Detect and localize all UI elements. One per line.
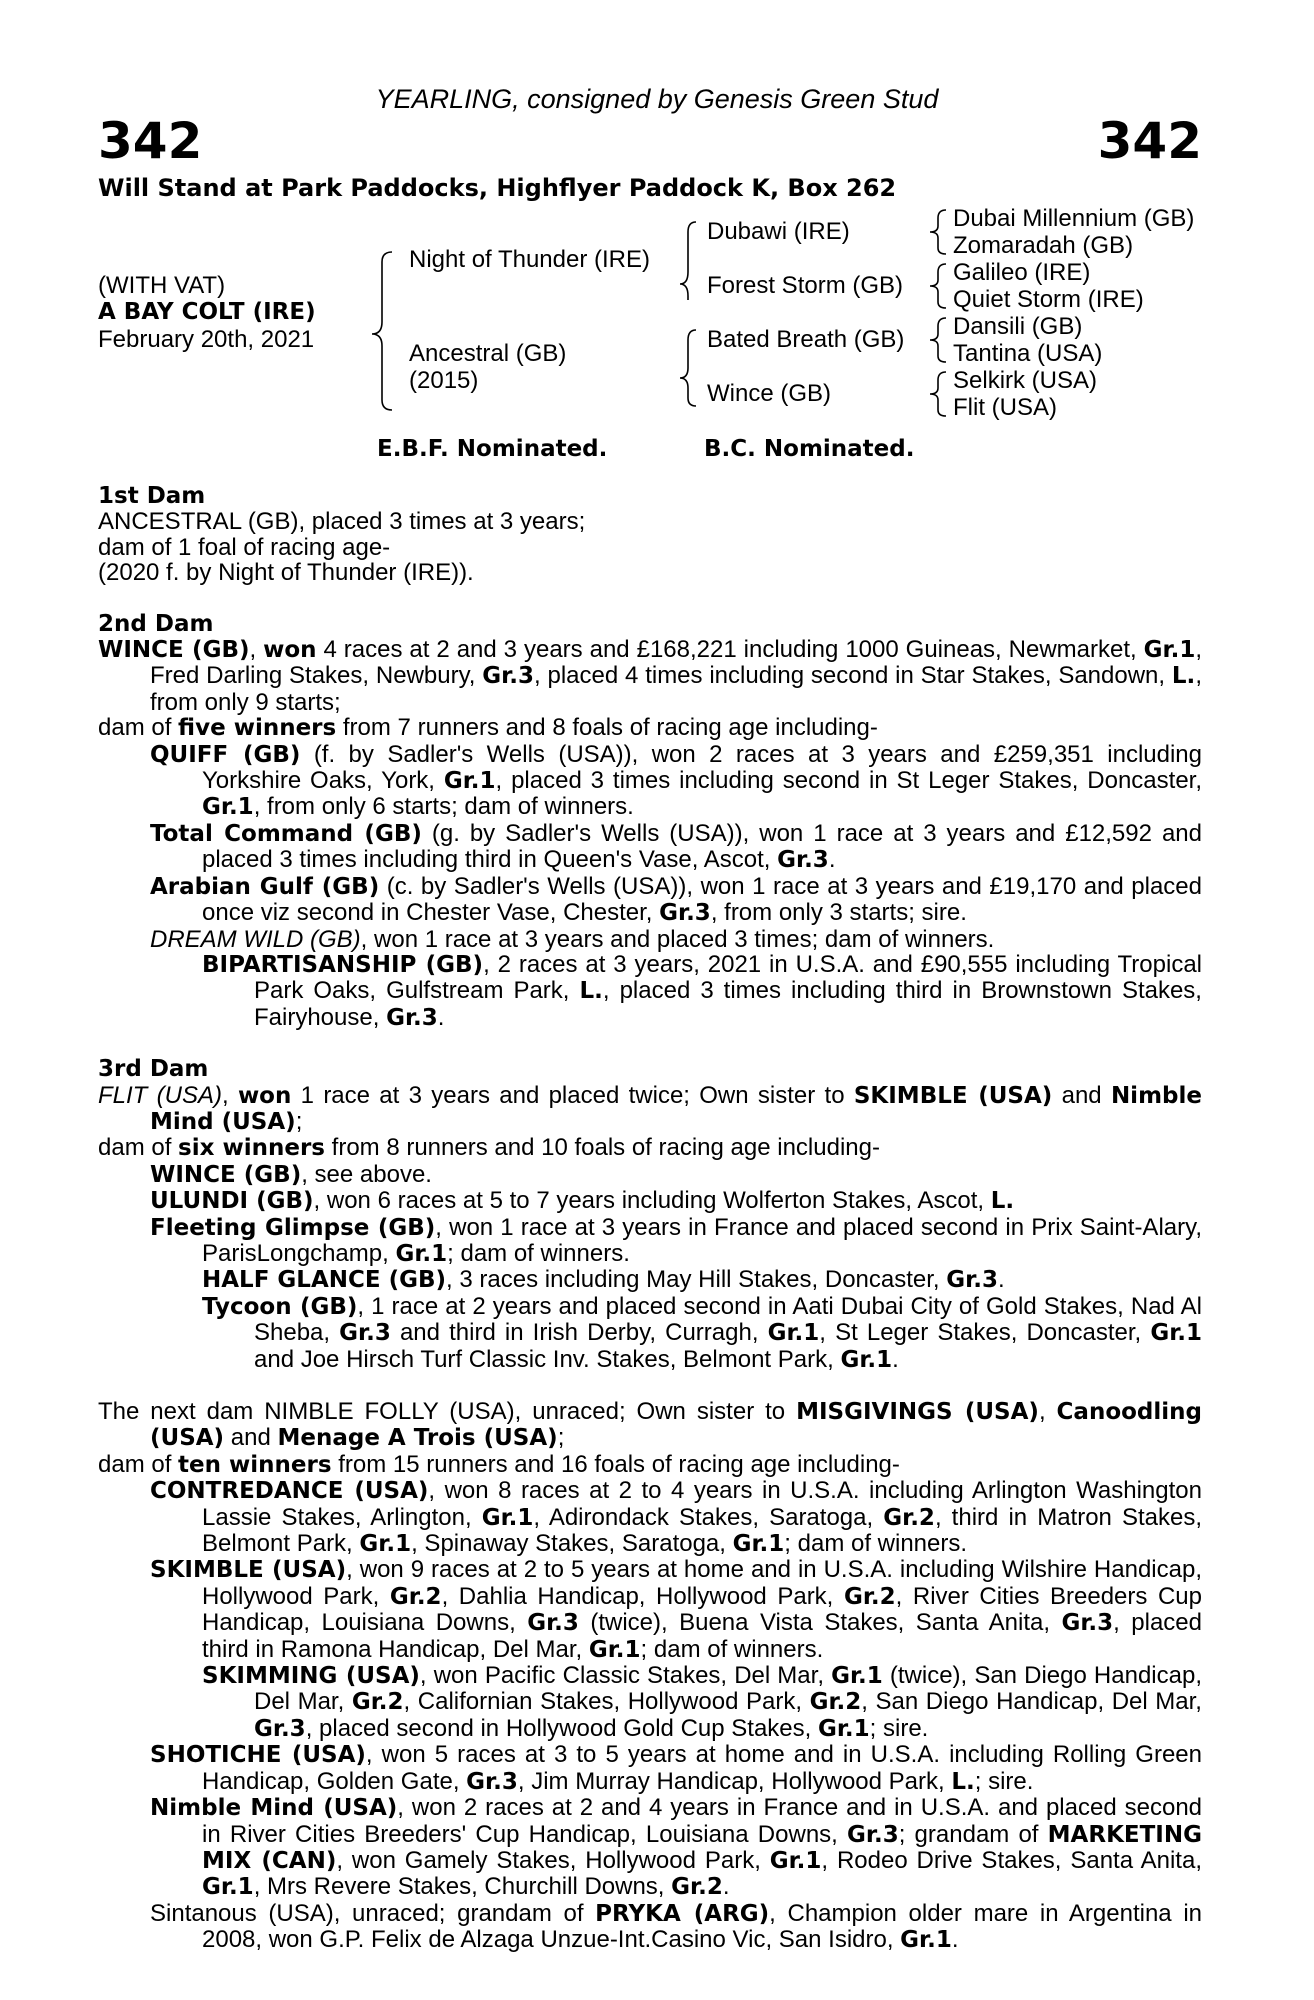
text-run: .: [997, 1266, 1005, 1294]
pedigree-entry: [98, 1901, 1202, 1954]
foaling-date: February 20th, 2021: [98, 326, 315, 353]
text-run: (f. by Sadler's Wells (USA)), won 2 races at 3 years and £259,351 including Yorkshire Oaks, York,: [202, 740, 1203, 795]
pedigree-entry: [98, 821, 1202, 874]
italic-text-run: DREAM WILD (GB): [150, 925, 361, 953]
bold-text-run: L.: [579, 978, 603, 1005]
bold-text-run: Gr.1: [1143, 637, 1196, 664]
text-run: , won 1 race at 3 years in France and placed second in Prix Saint-Alary, ParisLongchamp,: [202, 1213, 1203, 1267]
bold-text-run: Gr.3: [386, 1004, 438, 1031]
text-run: , Fred Darling Stakes, Newbury,: [150, 636, 1203, 690]
bold-text-run: won: [237, 1082, 292, 1109]
text-run: , Dahlia Handicap, Hollywood Park,: [441, 1582, 844, 1610]
text-run: , River Cities Breeders Cup Handicap, Louisiana Downs,: [202, 1582, 1202, 1637]
pedigree-entry: [98, 1135, 1202, 1161]
bold-text-run: WINCE (GB): [98, 637, 250, 664]
text-run: ; dam of winners.: [784, 1530, 968, 1558]
bold-text-run: Gr.1: [840, 1346, 893, 1373]
bold-text-run: BIPARTISANSHIP (GB): [202, 951, 484, 978]
bold-text-run: SKIMBLE (USA): [853, 1082, 1053, 1109]
text-run: (twice), Buena Vista Stakes, Santa Anita,: [578, 1609, 1062, 1637]
italic-text-run: FLIT (USA): [98, 1081, 222, 1109]
pedigree-entry: [98, 535, 1202, 560]
bold-text-run: Fleeting Glimpse (GB): [150, 1214, 436, 1241]
bold-text-run: Gr.3: [466, 1768, 518, 1795]
ancestor-3: Galileo (IRE): [953, 259, 1091, 286]
pedigree-entry: [98, 1188, 1202, 1214]
bold-text-run: Gr.3: [339, 1320, 391, 1347]
bold-text-run: Gr.3: [659, 900, 711, 927]
pedigree-entry: [98, 742, 1202, 821]
bold-text-run: L.: [990, 1188, 1015, 1215]
pedigree-entry: [98, 1452, 1202, 1478]
text-run: , San Diego Handicap, Del Mar,: [861, 1688, 1202, 1716]
bold-text-run: five winners: [178, 715, 337, 742]
bold-text-run: CONTREDANCE (USA): [150, 1478, 429, 1505]
dam-sire: Bated Breath (GB): [707, 326, 905, 353]
vat-label: (WITH VAT): [98, 272, 226, 299]
text-run: from 7 runners and 8 foals of racing age including-: [336, 714, 878, 742]
bold-text-run: QUIFF (GB): [150, 741, 301, 768]
text-run: , won 2 races at 2 and 4 years in France and in U.S.A. and placed second in River Cities Breeders' Cup Handicap, Louisiana Downs,: [202, 1794, 1203, 1848]
text-run: dam of: [98, 714, 179, 742]
text-run: .: [722, 1873, 730, 1901]
bc-nomination: B.C. Nominated.: [704, 436, 915, 462]
bold-text-run: Nimble Mind (USA): [150, 1795, 398, 1822]
bold-text-run: Gr.3: [777, 847, 829, 874]
pedigree-entry: [98, 1215, 1202, 1268]
section-heading: 1st Dam: [98, 483, 206, 509]
bold-text-run: Gr.2: [351, 1689, 404, 1716]
pedigree-entry: [98, 637, 1202, 715]
bold-text-run: Gr.1: [202, 794, 254, 821]
text-run: , 3 races including May Hill Stakes, Doncaster,: [446, 1266, 947, 1294]
bold-text-run: Gr.1: [900, 1927, 952, 1954]
pedigree-entry: [98, 1478, 1202, 1557]
bold-text-run: MARKETING MIX (CAN): [202, 1821, 1202, 1874]
bold-text-run: ULUNDI (GB): [150, 1188, 314, 1215]
section-gap: [98, 1031, 1202, 1057]
bold-text-run: Gr.1: [395, 1240, 448, 1267]
bold-text-run: Gr.1: [359, 1531, 412, 1558]
lot-number-left: 342: [98, 112, 203, 170]
text-run: , won 5 races at 3 to 5 years at home and in U.S.A. including Rolling Green Handicap, Golden Gate,: [202, 1741, 1202, 1795]
text-run: and third in Irish Derby, Curragh,: [390, 1319, 768, 1347]
bold-text-run: Canoodling (USA): [150, 1399, 1202, 1452]
section-heading: 3rd Dam: [98, 1056, 209, 1083]
bold-text-run: Gr.1: [732, 1531, 785, 1558]
text-run: , 2 races at 3 years, 2021 in U.S.A. and £90,555 including Tropical Park Oaks, Gulfstream Park,: [254, 950, 1202, 1005]
bold-text-run: SKIMBLE (USA): [150, 1557, 347, 1584]
pedigree-entry: [98, 927, 1202, 952]
text-run: from 15 runners and 16 foals of racing age including-: [331, 1450, 900, 1478]
text-run: , Mrs Revere Stakes, Churchill Downs,: [253, 1873, 672, 1901]
text-run: ; sire.: [869, 1714, 929, 1742]
pedigree-entry: [98, 1795, 1202, 1901]
text-run: , placed third in Ramona Handicap, Del Mar,: [202, 1609, 1202, 1663]
text-run: , Jim Murray Handicap, Hollywood Park,: [517, 1767, 952, 1795]
bold-text-run: Gr.2: [883, 1504, 935, 1531]
bold-text-run: Gr.1: [588, 1636, 641, 1663]
bold-text-run: Gr.1: [1150, 1320, 1202, 1347]
pedigree-brackets: [0, 0, 1314, 440]
text-run: (c. by Sadler's Wells (USA)), won 1 race at 3 years and £19,170 and placed once viz second in Chester Vase, Chester,: [202, 872, 1202, 927]
text-run: , Champion older mare in Argentina in 2008, won G.P. Felix de Alzaga Unzue-Int.Casino Vic, San Isidro,: [202, 1899, 1202, 1954]
text-run: , won Gamely Stakes, Hollywood Park,: [336, 1846, 770, 1874]
bold-text-run: WINCE (GB): [150, 1161, 302, 1188]
section-heading: 2nd Dam: [98, 610, 214, 637]
bold-text-run: Gr.3: [254, 1715, 306, 1742]
text-run: 1 race at 3 years and placed twice; Own sister to: [291, 1081, 854, 1109]
text-run: , won 9 races at 2 to 5 years at home and in U.S.A. including Wilshire Handicap, Hollywood Park,: [202, 1556, 1202, 1610]
dam-name: Ancestral (GB): [409, 340, 567, 367]
bold-text-run: SKIMMING (USA): [202, 1663, 420, 1690]
text-run: , from only 9 starts;: [150, 662, 1202, 716]
text-run: , St Leger Stakes, Doncaster,: [819, 1319, 1151, 1347]
bold-text-run: ten winners: [178, 1451, 332, 1478]
bold-text-run: L.: [951, 1768, 975, 1795]
pedigree-entry: [98, 1663, 1202, 1742]
text-run: The next dam NIMBLE FOLLY (USA), unraced; Own sister to: [98, 1398, 797, 1425]
dam-family-text: [98, 484, 1202, 1954]
text-run: (2020 f. by Night of Thunder (IRE)).: [98, 559, 474, 587]
text-run: , won 6 races at 5 to 7 years including Wolferton Stakes, Ascot,: [313, 1187, 991, 1215]
bold-text-run: Gr.2: [809, 1689, 862, 1716]
pedigree-entry: [98, 1557, 1202, 1663]
text-run: ;: [557, 1424, 565, 1452]
bold-text-run: HALF GLANCE (GB): [202, 1267, 447, 1294]
pedigree-entry: [98, 952, 1202, 1031]
text-run: ; dam of winners.: [447, 1239, 630, 1267]
text-run: (g. by Sadler's Wells (USA)), won 1 race at 3 years and £12,592 and placed 3 times including third in Queen's Vase, Ascot,: [202, 819, 1202, 874]
text-run: dam of: [98, 1134, 179, 1162]
dam-dam: Wince (GB): [707, 380, 832, 407]
text-run: ,: [221, 1081, 238, 1109]
horse-name: A BAY COLT (IRE): [98, 299, 316, 325]
bold-text-run: Gr.1: [443, 768, 496, 795]
bold-text-run: Gr.2: [389, 1583, 442, 1610]
text-run: .: [828, 846, 836, 874]
text-run: .: [437, 1003, 445, 1031]
text-run: ; grandam of: [898, 1820, 1048, 1848]
text-run: and: [1052, 1081, 1111, 1109]
text-run: from 8 runners and 10 foals of racing age including-: [324, 1134, 880, 1162]
text-run: , see above.: [301, 1160, 432, 1188]
ancestor-1: Dubai Millennium (GB): [953, 205, 1195, 232]
bold-text-run: Gr.1: [769, 1847, 822, 1874]
text-run: , third in Matron Stakes, Belmont Park,: [202, 1503, 1203, 1558]
text-run: ANCESTRAL (GB), placed 3 times at 3 years;: [98, 508, 586, 536]
pedigree-entry: [98, 1399, 1202, 1452]
bold-text-run: MISGIVINGS (USA): [796, 1399, 1039, 1425]
bold-text-run: Gr.3: [527, 1610, 579, 1637]
text-run: ,: [1038, 1398, 1057, 1425]
text-run: (twice), San Diego Handicap, Del Mar,: [254, 1662, 1202, 1716]
sire-dam: Forest Storm (GB): [707, 272, 904, 299]
text-run: .: [892, 1345, 899, 1373]
bold-text-run: Menage A Trois (USA): [277, 1425, 558, 1452]
text-run: , 1 race at 2 years and placed second in Aati Dubai City of Gold Stakes, Nad Al Sheba,: [254, 1292, 1202, 1347]
text-run: ; dam of winners.: [640, 1635, 824, 1663]
text-run: , from only 6 starts; dam of winners.: [253, 793, 634, 821]
text-run: , placed second in Hollywood Gold Cup Stakes,: [305, 1714, 818, 1742]
bold-text-run: L.: [1171, 663, 1196, 690]
pedigree-entry: [98, 560, 1202, 585]
text-run: , Spinaway Stakes, Saratoga,: [411, 1530, 733, 1558]
text-run: , Adirondack Stakes, Saratoga,: [533, 1503, 884, 1531]
sire-name: Night of Thunder (IRE): [409, 246, 650, 273]
ancestor-2: Zomaradah (GB): [953, 232, 1134, 259]
dam-year: (2015): [409, 367, 479, 394]
text-run: , placed 3 times including third in Brownstown Stakes, Fairyhouse,: [254, 977, 1202, 1031]
pedigree-entry: [98, 1742, 1202, 1795]
bold-text-run: Nimble Mind (USA): [150, 1082, 1202, 1135]
text-run: , won 1 race at 3 years and placed 3 times; dam of winners.: [360, 925, 995, 953]
ancestor-7: Selkirk (USA): [953, 367, 1098, 394]
pedigree-entry: [98, 1162, 1202, 1188]
bold-text-run: Gr.1: [767, 1320, 820, 1347]
bold-text-run: won: [263, 637, 317, 664]
bold-text-run: Gr.1: [202, 1874, 254, 1901]
bold-text-run: Gr.3: [482, 663, 534, 690]
stand-location: Will Stand at Park Paddocks, Highflyer Paddock K, Box 262: [98, 174, 897, 202]
pedigree-entry: [98, 874, 1202, 927]
text-run: and Joe Hirsch Turf Classic Inv. Stakes, Belmont Park,: [254, 1345, 841, 1373]
text-run: Sintanous (USA), unraced; grandam of: [150, 1899, 596, 1927]
text-run: , Californian Stakes, Hollywood Park,: [403, 1688, 810, 1716]
pedigree-entry: [98, 1267, 1202, 1293]
text-run: dam of: [98, 1450, 179, 1478]
bold-text-run: Gr.2: [843, 1583, 896, 1610]
text-run: 4 races at 2 and 3 years and £168,221 including 1000 Guineas, Newmarket,: [316, 636, 1144, 664]
bold-text-run: Gr.1: [817, 1715, 870, 1742]
bold-text-run: Gr.1: [831, 1663, 883, 1690]
text-run: and: [224, 1424, 278, 1452]
pedigree-entry: [98, 1083, 1202, 1136]
bold-text-run: SHOTICHE (USA): [150, 1742, 366, 1769]
bold-text-run: PRYKA (ARG): [595, 1900, 770, 1927]
text-run: .: [951, 1926, 959, 1954]
pedigree-entry: [98, 1294, 1202, 1373]
text-run: , placed 3 times including second in St Leger Stakes, Doncaster,: [495, 767, 1203, 795]
bold-text-run: Gr.3: [946, 1267, 998, 1294]
text-run: ;: [295, 1107, 303, 1135]
sire-sire: Dubawi (IRE): [707, 218, 850, 245]
text-run: , placed 4 times including second in Star Stakes, Sandown,: [533, 662, 1172, 690]
bold-text-run: Gr.3: [1061, 1610, 1114, 1637]
pedigree-entry: [98, 509, 1202, 534]
ancestor-6: Tantina (USA): [953, 340, 1103, 367]
text-run: dam of 1 foal of racing age-: [98, 533, 391, 561]
ancestor-5: Dansili (GB): [953, 313, 1083, 340]
section-gap: [98, 586, 1202, 612]
text-run: ,: [249, 636, 264, 664]
bold-text-run: Total Command (GB): [150, 820, 422, 847]
bold-text-run: Tycoon (GB): [202, 1293, 358, 1320]
lot-number-right: 342: [1097, 112, 1202, 170]
bold-text-run: Arabian Gulf (GB): [150, 873, 380, 900]
pedigree-entry: [98, 715, 1202, 741]
text-run: , from only 3 starts; sire.: [710, 899, 967, 927]
text-run: , won Pacific Classic Stakes, Del Mar,: [419, 1662, 832, 1690]
ancestor-4: Quiet Storm (IRE): [953, 286, 1144, 313]
ancestor-8: Flit (USA): [953, 394, 1057, 421]
text-run: ; sire.: [974, 1767, 1034, 1795]
text-run: , Rodeo Drive Stakes, Santa Anita,: [821, 1846, 1202, 1874]
section-gap: [98, 1373, 1202, 1399]
bold-text-run: Gr.1: [481, 1504, 534, 1531]
bold-text-run: Gr.2: [671, 1874, 723, 1901]
bold-text-run: Gr.3: [847, 1821, 899, 1848]
ebf-nomination: E.B.F. Nominated.: [377, 436, 608, 462]
consignor-line: YEARLING, consigned by Genesis Green Stud: [375, 84, 939, 114]
bold-text-run: six winners: [178, 1135, 325, 1162]
text-run: , won 8 races at 2 to 4 years in U.S.A. including Arlington Washington Lassie Stakes, Arlington,: [202, 1477, 1202, 1531]
